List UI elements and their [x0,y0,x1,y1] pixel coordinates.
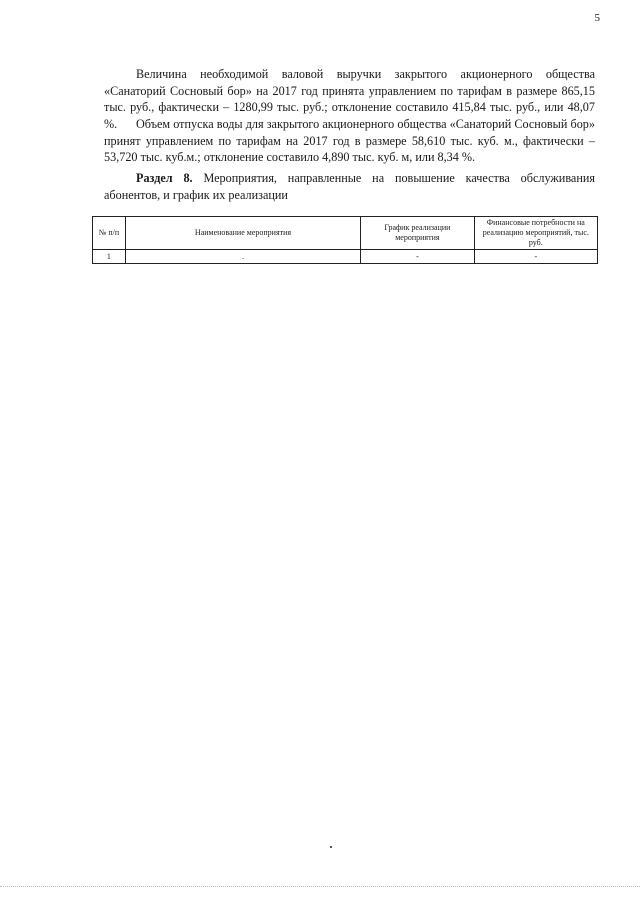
page-number: 5 [594,12,600,24]
header-number: № п/п [93,217,126,250]
table-header-row [93,217,598,250]
header-schedule: График реализации мероприятия [361,217,474,250]
water-volume-paragraph: Объем отпуска воды для закрытого акционерного общества «Санаторий Сосновый бор» принят управлением по тарифам на 2017 год в размере 58,610 тыс. куб. м., фактически – 53,720 тыс. куб.м.; отклонение составило 4,890 тыс. куб. м, или 8,34 %. [104,117,595,164]
measures-table [92,216,598,264]
cell-schedule: - [361,250,474,264]
footer-dot [330,846,332,848]
cell-number: 1 [93,250,126,264]
table-row [93,250,598,264]
page-bottom-edge [0,886,640,887]
cell-name: . [125,250,360,264]
header-finance: Финансовые потребности на реализацию мероприятий, тыс. руб. [474,217,597,250]
section-label: Раздел 8. [136,171,193,185]
header-name: Наименование мероприятия [125,217,360,250]
revenue-paragraph: Величина необходимой валовой выручки закрытого акционерного общества «Санаторий Сосновый бор» на 2017 год принята управлением по тарифам в размере 865,15 тыс. руб., фактически – 1280,99 тыс. руб.; отклонение составило 415,84 тыс. руб., или 48,07 %. [104,67,595,131]
section-title: Мероприятия, направленные на повышение качества обслуживания абонентов, и график их реализации [104,171,595,202]
section-heading [104,170,595,203]
cell-finance: - [474,250,597,264]
